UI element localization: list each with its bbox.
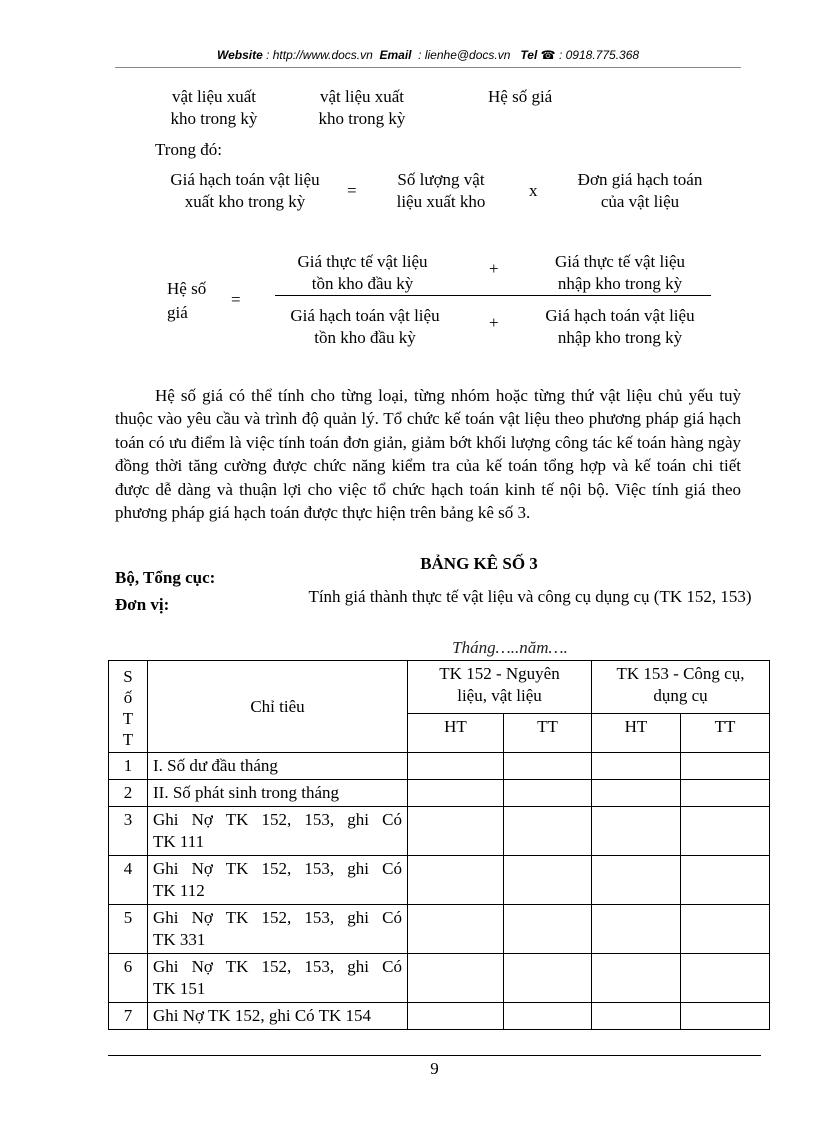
formula-top-col2-line2: kho trong kỳ xyxy=(318,109,406,128)
chitieu-header: Chỉ tiêu xyxy=(148,661,408,753)
cell xyxy=(408,807,504,856)
bo-tong-cuc-label: Bộ, Tổng cục: xyxy=(115,568,216,587)
formula2-den1-line2: tồn kho đầu kỳ xyxy=(314,328,416,347)
formula-top-col1 xyxy=(150,86,278,130)
cell xyxy=(504,753,592,780)
formula2-num1-line1: Giá thực tế vật liệu xyxy=(297,252,428,271)
formula2-denominator-2 xyxy=(530,305,710,349)
tk153-header xyxy=(592,661,770,714)
cell xyxy=(592,856,681,905)
subheader-tt-153: TT xyxy=(681,714,770,753)
formula2-lhs-line2: giá xyxy=(167,303,188,322)
row-chitieu-line1: Ghi Nợ TK 152, 153, ghi Có xyxy=(153,957,402,976)
form-title: BẢNG KÊ SỐ 3 xyxy=(420,554,538,573)
subheader-ht-153: HT xyxy=(592,714,681,753)
formula2-equals: = xyxy=(231,290,241,309)
formula2-numerator-plus: + xyxy=(489,259,499,278)
form-period: Tháng…..năm…. xyxy=(452,638,568,657)
row-stt: 3 xyxy=(109,807,148,856)
cell xyxy=(408,753,504,780)
formula1-mid xyxy=(375,169,507,213)
email-label: Email xyxy=(379,48,412,62)
table-row xyxy=(109,856,770,905)
table-row xyxy=(109,1003,770,1030)
formula2-den2-line1: Giá hạch toán vật liệu xyxy=(545,306,695,325)
formula1-lhs-line1: Giá hạch toán vật liệu xyxy=(170,170,320,189)
cell xyxy=(408,856,504,905)
subheader-ht-152: HT xyxy=(408,714,504,753)
row-chitieu xyxy=(148,954,408,1003)
row-stt: 5 xyxy=(109,905,148,954)
table-row xyxy=(109,780,770,807)
website-value: : http://www.docs.vn xyxy=(266,48,373,62)
cell xyxy=(408,780,504,807)
tk152-header-text: TK 152 - Nguyên liệu, vật liệu xyxy=(439,664,560,705)
formula-top-col1-line2: kho trong kỳ xyxy=(170,109,258,128)
formula2-num1-line2: tồn kho đầu kỳ xyxy=(311,274,414,293)
cell xyxy=(592,753,681,780)
row-chitieu-line2: TK 151 xyxy=(153,979,206,998)
row-chitieu-line2: TK 331 xyxy=(153,930,206,949)
formula1-rhs xyxy=(560,169,720,213)
trong-do-label: Trong đó: xyxy=(155,140,222,159)
row-chitieu: Ghi Nợ TK 152, ghi Có TK 154 xyxy=(148,1003,408,1030)
table-row xyxy=(109,954,770,1003)
cell xyxy=(408,905,504,954)
cell xyxy=(681,780,770,807)
cell xyxy=(504,905,592,954)
cell xyxy=(681,1003,770,1030)
subheader-tt-152: TT xyxy=(504,714,592,753)
page-number: 9 xyxy=(430,1059,439,1078)
row-stt: 6 xyxy=(109,954,148,1003)
cell xyxy=(504,807,592,856)
formula1-mid-line1: Số lượng vật xyxy=(397,170,485,189)
formula1-rhs-line1: Đơn giá hạch toán xyxy=(577,170,703,189)
cell xyxy=(408,954,504,1003)
formula2-numerator-1 xyxy=(280,251,445,295)
formula2-den1-line1: Giá hạch toán vật liệu xyxy=(290,306,440,325)
email-value: : lienhe@docs.vn xyxy=(418,48,511,62)
header-rule xyxy=(115,67,741,68)
formula-top-col3: Hệ số giá xyxy=(488,87,553,106)
cell xyxy=(681,856,770,905)
formula1-lhs xyxy=(150,169,340,213)
footer-rule xyxy=(108,1055,761,1056)
row-stt: 4 xyxy=(109,856,148,905)
row-chitieu xyxy=(148,856,408,905)
tk153-header-text: TK 153 - Công cụ, dụng cụ xyxy=(616,664,745,705)
cell xyxy=(408,1003,504,1030)
cell xyxy=(681,905,770,954)
table-row xyxy=(109,905,770,954)
cell xyxy=(592,954,681,1003)
formula2-num2-line1: Giá thực tế vật liệu xyxy=(554,252,686,271)
row-chitieu-line2: TK 111 xyxy=(153,832,205,851)
formula-top-col2-line1: vật liệu xuất xyxy=(319,87,405,106)
formula-top-col1-line1: vật liệu xuất xyxy=(171,87,257,106)
fraction-bar xyxy=(275,295,711,296)
cell xyxy=(592,780,681,807)
phone-icon: ☎ xyxy=(540,48,556,62)
cell xyxy=(504,856,592,905)
tk152-header xyxy=(408,661,592,714)
row-stt: 1 xyxy=(109,753,148,780)
row-chitieu-line1: Ghi Nợ TK 152, 153, ghi Có xyxy=(153,908,402,927)
row-chitieu: I. Số dư đầu tháng xyxy=(148,753,408,780)
row-chitieu xyxy=(148,807,408,856)
table-row xyxy=(109,753,770,780)
row-stt: 7 xyxy=(109,1003,148,1030)
formula-top-col2 xyxy=(298,86,426,130)
row-chitieu-line2: TK 112 xyxy=(153,881,205,900)
row-chitieu-line1: Ghi Nợ TK 152, 153, ghi Có xyxy=(153,859,402,878)
cell xyxy=(504,780,592,807)
formula2-denominator-plus: + xyxy=(489,313,499,332)
row-chitieu-line1: Ghi Nợ TK 152, 153, ghi Có xyxy=(153,810,402,829)
formula2-num2-line2: nhập kho trong kỳ xyxy=(557,274,683,293)
formula1-rhs-line2: của vật liệu xyxy=(600,192,680,211)
don-vi-label: Đơn vị: xyxy=(115,595,170,614)
formula2-denominator-1 xyxy=(275,305,455,349)
form-subtitle: Tính giá thành thực tế vật liệu và công cụ dụng cụ (TK 152, 153) xyxy=(308,587,752,606)
formula2-lhs xyxy=(167,277,206,325)
cell xyxy=(681,753,770,780)
cell xyxy=(681,954,770,1003)
formula2-den2-line2: nhập kho trong kỳ xyxy=(557,328,683,347)
table-header-row xyxy=(109,661,770,714)
cell xyxy=(592,807,681,856)
cell xyxy=(504,954,592,1003)
stt-header xyxy=(109,661,148,753)
formula1-mid-line2: liệu xuất kho xyxy=(396,192,486,211)
cell xyxy=(592,1003,681,1030)
row-chitieu xyxy=(148,905,408,954)
cell xyxy=(504,1003,592,1030)
body-paragraph: Hệ số giá có thể tính cho từng loại, từng nhóm hoặc từng thứ vật liệu chủ yếu tuỳ thuộc vào yêu cầu và trình độ quản lý. Tổ chức kế toán vật liệu theo phương pháp giá hạch toán có ưu điểm là việc tính toán đơn giản, giảm bớt khối lượng công tác kế toán hàng ngày đồng thời tăng cường được chức năng kiểm tra của kế toán tổng hợp và kế toán chi tiết được dễ dàng và thuận lợi cho việc tổ chức hạch toán kinh tế nội bộ. Việc tính giá theo phương pháp giá hạch toán được thực hiện trên bảng kê số 3. xyxy=(115,386,741,523)
bang-ke-table xyxy=(108,660,770,1030)
row-stt: 2 xyxy=(109,780,148,807)
stt-header-text: Số TT xyxy=(122,667,134,749)
table-row xyxy=(109,807,770,856)
formula1-equals: = xyxy=(347,181,357,200)
cell xyxy=(592,905,681,954)
tel-value: : 0918.775.368 xyxy=(558,48,640,62)
row-chitieu: II. Số phát sinh trong tháng xyxy=(148,780,408,807)
cell xyxy=(681,807,770,856)
page-header xyxy=(115,48,741,62)
formula2-lhs-line1: Hệ số xyxy=(167,279,207,298)
website-label: Website xyxy=(216,48,263,62)
formula1-lhs-line2: xuất kho trong kỳ xyxy=(184,192,306,211)
tel-label: Tel xyxy=(520,48,538,62)
formula1-times: x xyxy=(529,181,538,200)
formula2-numerator-2 xyxy=(535,251,705,295)
